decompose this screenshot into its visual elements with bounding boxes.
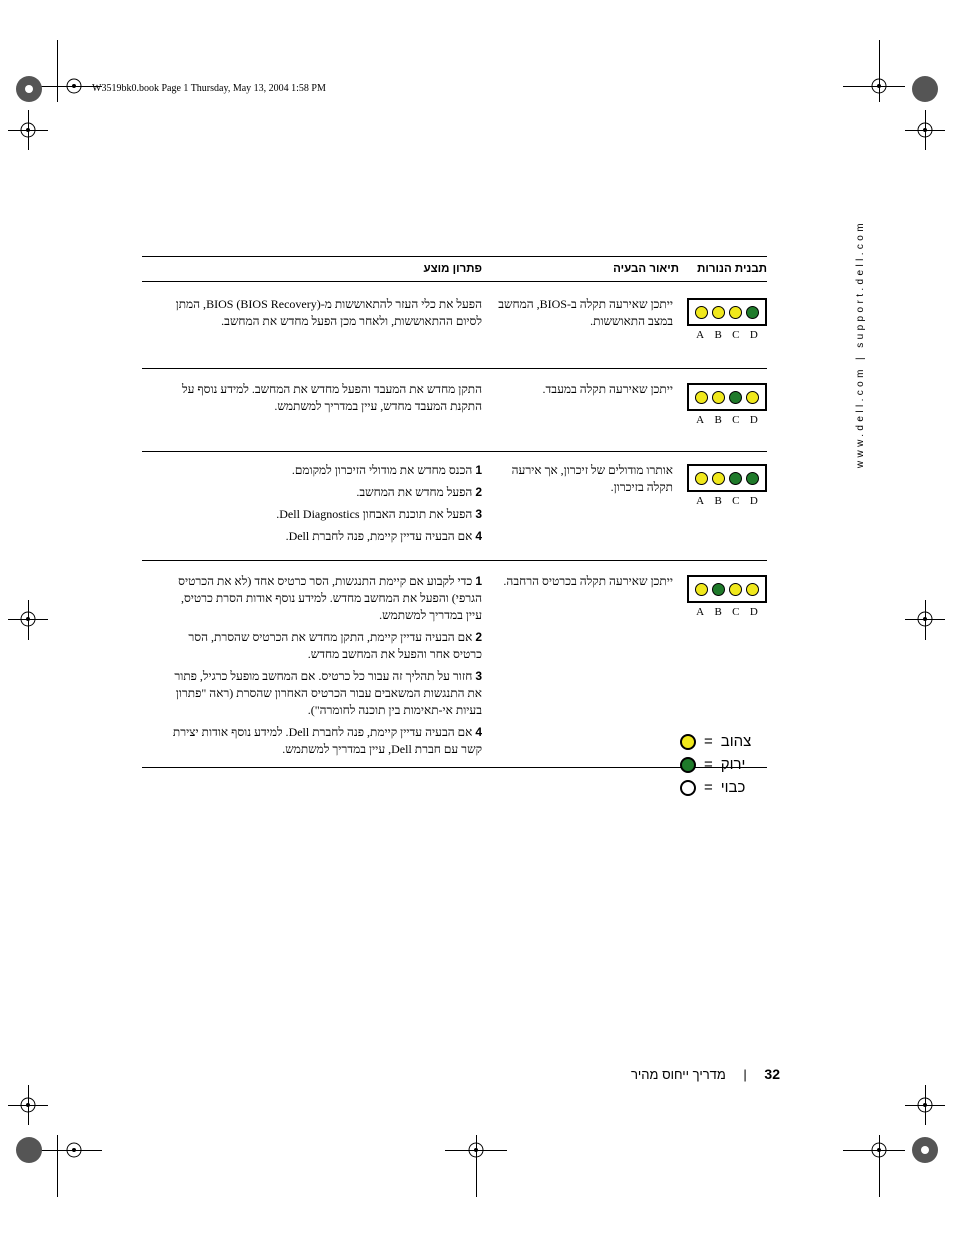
crosshair-icon [915,120,935,140]
step-number: 3 [475,507,482,521]
led-green-icon [729,391,742,404]
registration-circle-icon [14,74,44,104]
page-number: 32 [764,1066,780,1082]
led-yellow-icon [695,391,708,404]
led-letter: D [749,414,758,426]
step-number: 2 [475,630,482,644]
list-item [162,506,482,523]
solution-steps [162,462,482,545]
table-row [142,282,767,369]
led-letters [687,327,767,344]
led-pattern [687,298,767,326]
led-letter: B [714,606,722,618]
list-item [162,462,482,479]
led-letter: C [732,606,740,618]
led-letter: A [696,414,705,426]
list-item [162,629,482,663]
problem-description: ייתכן שאירעה תקלה ב-BIOS, המחשב במצב התאוששות. [482,282,679,369]
led-yellow-icon [746,583,759,596]
table-row [142,369,767,452]
footer-separator: | [743,1067,747,1082]
step-number: 3 [475,669,482,683]
led-green-icon [729,472,742,485]
led-green-icon [712,583,725,596]
registration-circle-icon [910,1135,940,1165]
step-number: 1 [475,463,482,477]
problem-description: אותרו מודולים של זיכרון, אך אירעה תקלה בזיכרון. [482,452,679,561]
list-item [162,724,482,758]
problem-description: ייתכן שאירעה תקלה במעבד. [482,369,679,452]
table-row [142,561,767,768]
header-solution: פתרון מוצע [142,257,482,282]
led-pattern [687,383,767,411]
step-text: הפעל את תוכנת האבחון Dell Diagnostics. [276,507,473,521]
crosshair-icon [869,76,889,96]
led-legend [680,730,751,799]
registration-circle-icon [910,74,940,104]
step-number: 4 [475,725,482,739]
diagnostic-lights-table [142,256,767,768]
legend-equals: = [704,756,713,773]
led-yellow-icon [712,472,725,485]
crosshair-icon [18,609,38,629]
led-letter: B [714,414,722,426]
table-row [142,452,767,561]
led-letter: B [714,329,722,341]
step-text: הפעל מחדש את המחשב. [356,485,473,499]
step-text: חזור על תהליך זה עבור כל כרטיס. אם המחשב מופעל כרגיל, פתור את התנגשות המשאבים עבור הכרטיס האחרון שהסרת (ראה "פתרון בעיות אי-תאימות בין תוכנה לחומרה"). [174,669,482,717]
led-letter: A [696,495,705,507]
legend-item [680,776,751,799]
legend-item [680,730,751,753]
list-item [162,528,482,545]
list-item [162,668,482,719]
legend-item [680,753,751,776]
led-yellow-icon [695,583,708,596]
led-letters [687,493,767,510]
list-item [162,484,482,501]
led-pattern [687,575,767,603]
led-yellow-icon [729,306,742,319]
step-number: 2 [475,485,482,499]
led-off-icon [680,780,696,796]
step-text: אם הבעיה עדיין קיימת, פנה לחברת Dell. [285,529,473,543]
led-yellow-icon [712,391,725,404]
registration-circle-icon [14,1135,44,1165]
led-letters [687,604,767,621]
led-pattern [687,464,767,492]
led-yellow-icon [746,391,759,404]
step-text: אם הבעיה עדיין קיימת, התקן מחדש את הכרטיס שהסרת, הסר כרטיס אחר והפעל את המחשב מחדש. [188,630,482,661]
crosshair-icon [915,1095,935,1115]
step-number: 4 [475,529,482,543]
legend-label: ירוק [720,756,746,773]
led-letter: D [749,606,758,618]
legend-equals: = [704,779,713,796]
led-letter: B [714,495,722,507]
crosshair-icon [64,1140,84,1160]
page-footer [600,1066,780,1082]
legend-equals: = [704,733,713,750]
footer-title: מדריך ייחוס מהיר [630,1067,726,1082]
led-yellow-icon [712,306,725,319]
step-text: אם הבעיה עדיין קיימת, פנה לחברת Dell. למידע נוסף אודות יצירת קשר עם חברת Dell, עיין במדריך למשתמש. [172,725,482,756]
problem-description: ייתכן שאירעה תקלה בכרטיס הרחבה. [482,561,679,768]
legend-label: כבוי [720,779,746,796]
crosshair-icon [869,1140,889,1160]
led-green-icon [746,306,759,319]
list-item [162,573,482,624]
led-green-icon [680,757,696,773]
header-pattern: תבנית הנורות [679,257,767,282]
solution-steps [162,573,482,758]
led-letter: D [749,329,758,341]
led-letter: C [732,329,740,341]
led-yellow-icon [680,734,696,750]
led-yellow-icon [695,472,708,485]
led-yellow-icon [729,583,742,596]
crosshair-icon [18,1095,38,1115]
side-url: www.dell.com | support.dell.com [855,220,866,469]
crosshair-icon [466,1140,486,1160]
led-yellow-icon [695,306,708,319]
crosshair-icon [64,76,84,96]
led-letter: A [696,606,705,618]
legend-label: צהוב [720,733,752,750]
solution-text: הפעל את כלי העזר להתאוששות מ-BIOS (BIOS Recovery), המתן לסיום ההתאוששות, ולאחר מכן הפעל מחדש את המחשב. [175,297,482,328]
step-number: 1 [475,574,482,588]
step-text: הכנס מחדש את מודולי הזיכרון למקומם. [291,463,473,477]
led-green-icon [746,472,759,485]
solution-text: התקן מחדש את המעבד והפעל מחדש את המחשב. למידע נוסף על התקנת המעבד מחדש, עיין במדריך למשתמש. [182,382,482,413]
led-letter: A [696,329,705,341]
header-description: תיאור הבעיה [482,257,679,282]
print-header: W3519bk0.book Page 1 Thursday, May 13, 2004 1:58 PM [92,83,326,94]
led-letter: D [749,495,758,507]
led-letter: C [732,495,740,507]
led-letter: C [732,414,740,426]
step-text: כדי לקבוע אם קיימת התנגשות, הסר כרטיס אחד (לא את הכרטיס הגרפי) והפעל את המחשב מחדש. למידע נוסף אודות הסרת כרטיס, עיין במדריך למשתמש. [178,574,482,622]
led-letters [687,412,767,429]
crosshair-icon [18,120,38,140]
crosshair-icon [915,609,935,629]
